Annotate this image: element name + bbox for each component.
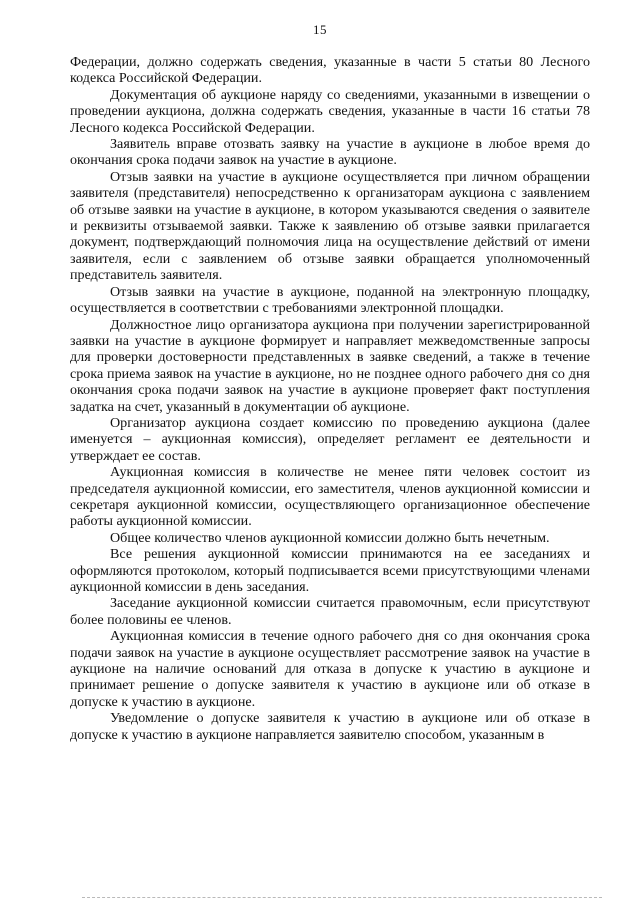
paragraph: Федерации, должно содержать сведения, указанные в части 5 статьи 80 Лесного кодекса Российской Федерации.: [70, 54, 590, 87]
paragraph: Аукционная комиссия в течение одного рабочего дня со дня окончания срока подачи заявок на участие в аукционе осуществляет рассмотрение заявок на участие в аукционе на наличие оснований для отказа в допуске к участию в аукционе и принимает решение о допуске заявителя к участию в аукционе или об отказе в допуске к участию в аукционе.: [70, 628, 590, 710]
paragraph: Все решения аукционной комиссии принимаются на ее заседаниях и оформляются протоколом, который подписывается всеми присутствующими членами аукционной комиссии в день заседания.: [70, 546, 590, 595]
paragraph: Документация об аукционе наряду со сведениями, указанными в извещении о проведении аукциона, должна содержать сведения, указанные в части 16 статьи 78 Лесного кодекса Российской Федерации.: [70, 86, 590, 136]
paragraph: Аукционная комиссия в количестве не менее пяти человек состоит из председателя аукционной комиссии, его заместителя, членов аукционной комиссии и секретаря аукционной комиссии, осуществляющего организационное обеспечение работы аукционной комиссии.: [70, 464, 590, 530]
paragraph: Уведомление о допуске заявителя к участию в аукционе или об отказе в допуске к участию в аукционе направляется заявителю способом, указанным в: [70, 710, 590, 743]
scan-edge-line: [82, 897, 602, 898]
paragraph: Общее количество членов аукционной комиссии должно быть нечетным.: [110, 529, 550, 546]
paragraph: Отзыв заявки на участие в аукционе, поданной на электронную площадку, осуществляется в соответствии с требованиями электронной площадки.: [70, 283, 590, 317]
paragraph: Должностное лицо организатора аукциона при получении зарегистрированной заявки на участие в аукционе формирует и направляет межведомственные запросы для проверки достоверности представленных в заявке сведений, а также в течение срока приема заявок на участие в аукционе, но не позднее одного рабочего дня со дня окончания срока подачи заявок на участие в аукционе проверяет факт поступления задатка на счет, указанный в документации об аукционе.: [70, 316, 590, 415]
page-number: 15: [313, 22, 327, 37]
body-text: [70, 54, 590, 743]
paragraph: Отзыв заявки на участие в аукционе осуществляется при личном обращении заявителя (представителя) непосредственно к организаторам аукциона с заявлением об отзыве заявки на участие в аукционе, в котором указываются сведения о заявителе и реквизиты отзываемой заявки. Также к заявлению об отзыве заявки прилагается документ, подтверждающий полномочия лица на осуществление действий от имени заявителя, если с заявлением об отзыве заявки обращается уполномоченный представитель заявителя.: [70, 168, 590, 284]
paragraph: Заявитель вправе отозвать заявку на участие в аукционе в любое время до окончания срока подачи заявок на участие в аукционе.: [70, 136, 590, 169]
paragraph: Заседание аукционной комиссии считается правомочным, если присутствуют более половины ее членов.: [70, 595, 590, 628]
paragraph: Организатор аукциона создает комиссию по проведению аукциона (далее именуется – аукционная комиссия), определяет регламент ее деятельности и утверждает ее состав.: [70, 414, 590, 464]
